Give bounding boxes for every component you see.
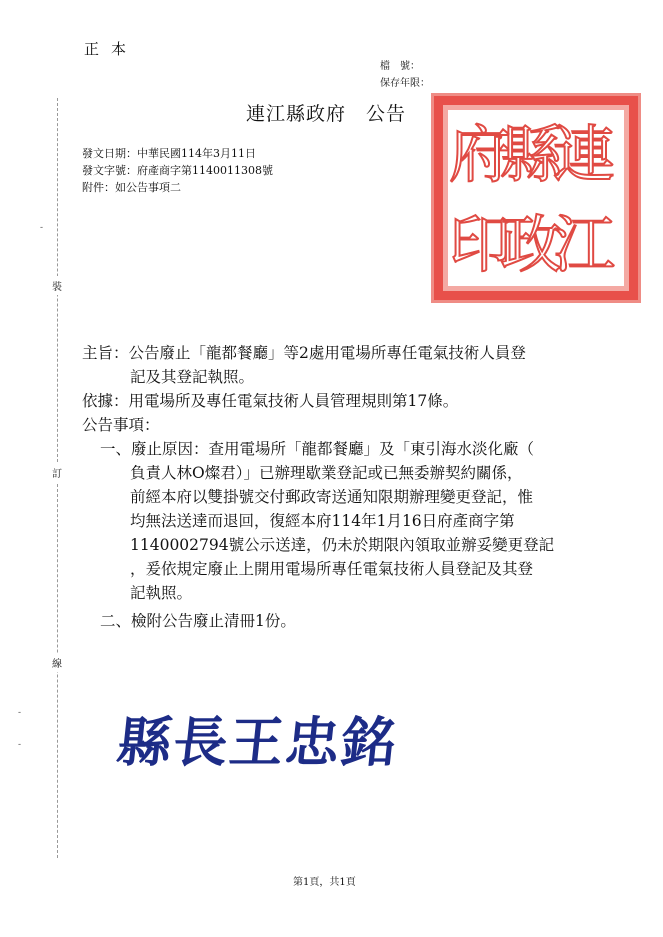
- document-title: [246, 99, 406, 126]
- file-number-label: 檔 號：: [380, 61, 420, 72]
- gutter-line-mark: 線: [50, 653, 64, 672]
- official-seal: [431, 93, 641, 303]
- basis-label: 依據：: [82, 392, 129, 410]
- item-2-line: 二、檢附公告廢止清冊1份。: [100, 612, 296, 630]
- document-number: 發文字號：府產商字第1140011308號: [82, 164, 273, 177]
- attachment-note: 附件：如公告事項二: [82, 181, 181, 194]
- item-1-line-5: 1140002794號公示送達，仍未於期限內領取並辦妥變更登記: [130, 536, 555, 554]
- retention-period-label: 保存年限：: [380, 78, 430, 89]
- seal-char-1: 連: [552, 118, 616, 191]
- item-1-number: 一、: [100, 440, 132, 458]
- item-1-line-3: 前經本府以雙掛號交付郵政寄送通知限期辦理變更登記，惟: [130, 488, 534, 506]
- item-1-line-2: 負責人林O燦君）」已辦理歇業登記或已無委辦契約關係，: [130, 464, 523, 482]
- item-2-number: 二、: [100, 612, 132, 630]
- seal-char-2: 江: [552, 208, 616, 281]
- seal-char-5: 府: [448, 118, 512, 191]
- item-1-line-4: 均無法送達而退回，復經本府114年1月16日府產商字第: [130, 512, 515, 530]
- gutter-binding-mark: 裝: [50, 276, 64, 295]
- item-1-line-7: 記執照。: [130, 584, 193, 602]
- gutter-tick: -: [18, 708, 22, 718]
- item-1-line-6: ，爰依規定廢止上開用電場所專任電氣技術人員登記及其登: [130, 560, 534, 578]
- seal-char-4: 政: [499, 208, 563, 281]
- page-counter: 第1頁，共1頁: [293, 877, 356, 888]
- gutter-tick: -: [40, 223, 44, 233]
- item-1-line-1: 一、廢止原因：查用電場所「龍都餐廳」及「東引海水淡化廠（: [100, 440, 535, 458]
- items-heading: 公告事項：: [82, 416, 160, 434]
- seal-glyphs: [434, 96, 638, 300]
- seal-char-6: 印: [448, 208, 512, 281]
- subject-line-1: 主旨：公告廢止「龍都餐廳」等2處用電場所專任電氣技術人員登: [82, 341, 526, 365]
- document-type: 公告: [366, 103, 407, 125]
- magistrate-signature: 縣長王忠銘: [114, 710, 401, 774]
- copy-label: 正本: [84, 40, 139, 58]
- basis-line: 依據：用電場所及專任電氣技術人員管理規則第17條。: [82, 389, 458, 413]
- gutter-staple-mark: 訂: [50, 463, 64, 482]
- issue-date: 發文日期：中華民國114年3月11日: [82, 147, 256, 160]
- seal-char-3: 縣: [499, 118, 563, 191]
- agency-name: 連江縣政府: [246, 103, 347, 125]
- subject-label: 主旨：: [82, 344, 129, 362]
- gutter-tick: -: [18, 740, 22, 750]
- subject-line-2: 記及其登記執照。: [130, 368, 255, 386]
